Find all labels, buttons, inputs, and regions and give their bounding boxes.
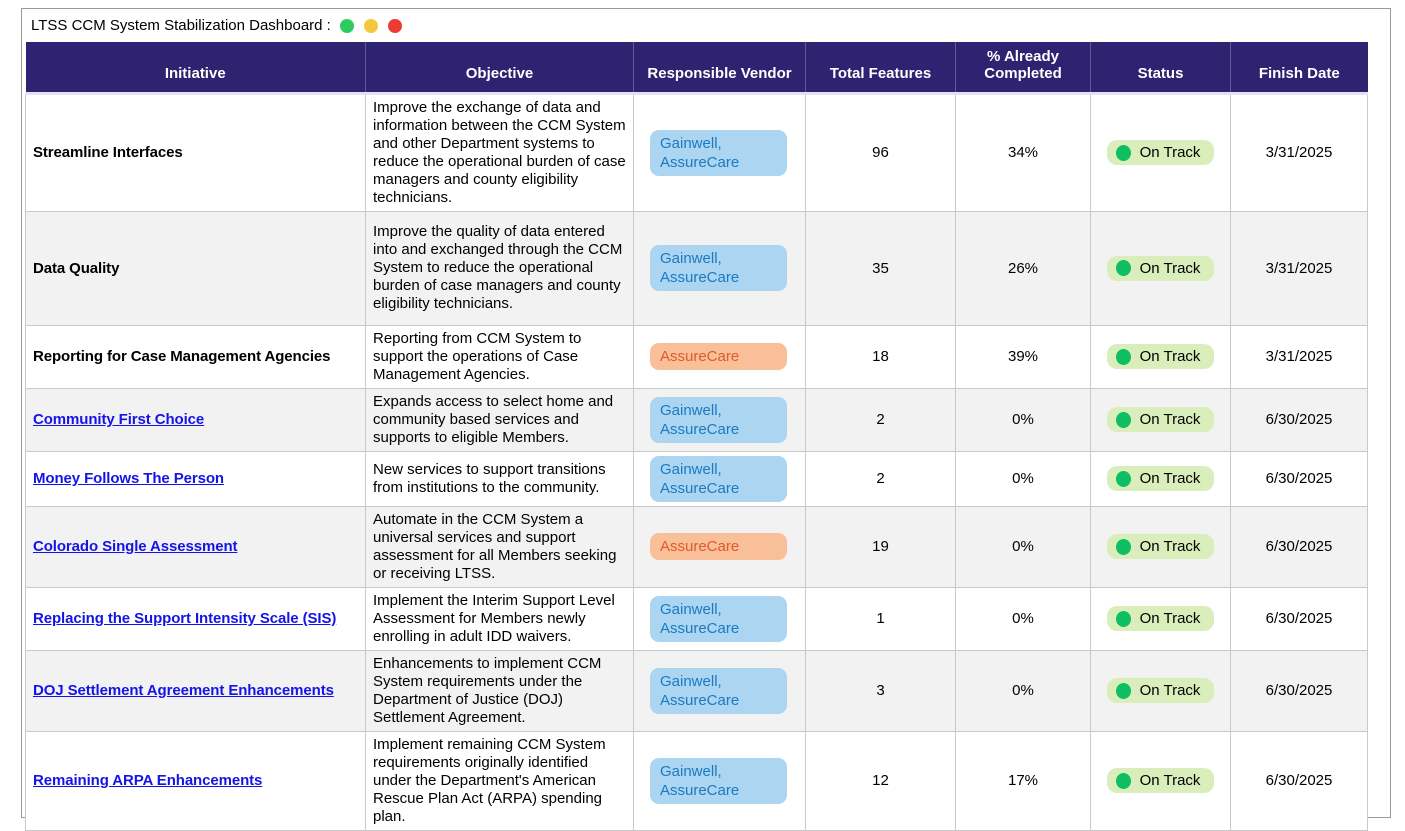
table-row bbox=[26, 506, 1368, 587]
pct-completed-value: 0% bbox=[956, 451, 1091, 506]
initiatives-table bbox=[25, 42, 1368, 831]
title-bar bbox=[22, 9, 1390, 42]
col-header-vendor: Responsible Vendor bbox=[634, 42, 806, 93]
finish-date-value: 6/30/2025 bbox=[1231, 650, 1368, 731]
pct-completed-value: 39% bbox=[956, 325, 1091, 388]
pct-completed-value: 0% bbox=[956, 587, 1091, 650]
total-features-value: 12 bbox=[806, 731, 956, 830]
status-legend bbox=[340, 19, 402, 33]
pct-completed-value: 26% bbox=[956, 211, 1091, 325]
col-header-initiative: Initiative bbox=[26, 42, 366, 93]
finish-date-value: 3/31/2025 bbox=[1231, 325, 1368, 388]
pct-completed-value: 17% bbox=[956, 731, 1091, 830]
finish-date-value: 6/30/2025 bbox=[1231, 388, 1368, 451]
vendor-badge: Gainwell, AssureCare bbox=[650, 596, 787, 642]
finish-date-value: 6/30/2025 bbox=[1231, 451, 1368, 506]
total-features-value: 18 bbox=[806, 325, 956, 388]
initiative-link[interactable]: Colorado Single Assessment bbox=[33, 538, 238, 555]
col-header-pct-completed: % Already Completed bbox=[956, 42, 1091, 93]
dashboard-container bbox=[21, 8, 1391, 825]
objective-text: New services to support transitions from institutions to the community. bbox=[366, 451, 634, 506]
status-badge: On Track bbox=[1107, 606, 1215, 631]
status-dot-icon bbox=[1116, 683, 1131, 699]
status-badge: On Track bbox=[1107, 678, 1215, 703]
objective-text: Implement the Interim Support Level Assessment for Members newly enrolling in adult IDD waivers. bbox=[366, 587, 634, 650]
finish-date-value: 3/31/2025 bbox=[1231, 211, 1368, 325]
status-badge: On Track bbox=[1107, 466, 1215, 491]
finish-date-value: 6/30/2025 bbox=[1231, 731, 1368, 830]
col-header-total-features: Total Features bbox=[806, 42, 956, 93]
table-row bbox=[26, 587, 1368, 650]
total-features-value: 35 bbox=[806, 211, 956, 325]
table-row bbox=[26, 731, 1368, 830]
table-row bbox=[26, 650, 1368, 731]
objective-text: Automate in the CCM System a universal services and support assessment for all Members seeking or receiving LTSS. bbox=[366, 506, 634, 587]
table-row bbox=[26, 211, 1368, 325]
table-header-row bbox=[26, 42, 1368, 93]
status-dot-icon bbox=[1116, 349, 1131, 365]
vendor-badge: Gainwell, AssureCare bbox=[650, 397, 787, 443]
initiative-link[interactable]: Community First Choice bbox=[33, 411, 205, 428]
initiative-link[interactable]: Money Follows The Person bbox=[33, 470, 224, 487]
finish-date-value: 3/31/2025 bbox=[1231, 93, 1368, 211]
objective-text: Expands access to select home and community based services and supports to eligible Members. bbox=[366, 388, 634, 451]
objective-text: Improve the exchange of data and information between the CCM System and other Department systems to reduce the operational burden of case managers and county eligibility technicians. bbox=[366, 93, 634, 211]
total-features-value: 3 bbox=[806, 650, 956, 731]
status-badge: On Track bbox=[1107, 256, 1215, 281]
pct-completed-value: 0% bbox=[956, 506, 1091, 587]
table-row bbox=[26, 388, 1368, 451]
vendor-badge: Gainwell, AssureCare bbox=[650, 758, 787, 804]
total-features-value: 96 bbox=[806, 93, 956, 211]
status-dot-icon bbox=[1116, 145, 1131, 161]
vendor-badge: Gainwell, AssureCare bbox=[650, 456, 787, 502]
pct-completed-value: 0% bbox=[956, 650, 1091, 731]
objective-text: Implement remaining CCM System requirements originally identified under the Department's American Rescue Plan Act (ARPA) spending plan. bbox=[366, 731, 634, 830]
pct-completed-value: 34% bbox=[956, 93, 1091, 211]
table-row bbox=[26, 325, 1368, 388]
initiative-link[interactable]: DOJ Settlement Agreement Enhancements bbox=[33, 682, 334, 699]
initiative-label: Reporting for Case Management Agencies bbox=[33, 348, 331, 365]
col-header-status: Status bbox=[1091, 42, 1231, 93]
pct-completed-value: 0% bbox=[956, 388, 1091, 451]
objective-text: Enhancements to implement CCM System requirements under the Department of Justice (DOJ) Settlement Agreement. bbox=[366, 650, 634, 731]
initiative-link[interactable]: Remaining ARPA Enhancements bbox=[33, 772, 263, 789]
vendor-badge: Gainwell, AssureCare bbox=[650, 668, 787, 714]
objective-text: Reporting from CCM System to support the operations of Case Management Agencies. bbox=[366, 325, 634, 388]
total-features-value: 2 bbox=[806, 388, 956, 451]
status-dot-icon bbox=[1116, 471, 1131, 487]
finish-date-value: 6/30/2025 bbox=[1231, 506, 1368, 587]
initiative-label: Streamline Interfaces bbox=[33, 144, 183, 161]
vendor-badge: Gainwell, AssureCare bbox=[650, 245, 787, 291]
status-dot-icon bbox=[1116, 260, 1131, 276]
initiative-link[interactable]: Replacing the Support Intensity Scale (SIS) bbox=[33, 610, 337, 627]
vendor-badge: AssureCare bbox=[650, 533, 787, 560]
vendor-badge: Gainwell, AssureCare bbox=[650, 130, 787, 176]
table-row bbox=[26, 93, 1368, 211]
finish-date-value: 6/30/2025 bbox=[1231, 587, 1368, 650]
status-badge: On Track bbox=[1107, 768, 1215, 793]
vendor-badge: AssureCare bbox=[650, 343, 787, 370]
status-dot-icon bbox=[1116, 773, 1131, 789]
red-status-icon bbox=[388, 19, 402, 33]
status-badge: On Track bbox=[1107, 407, 1215, 432]
initiative-label: Data Quality bbox=[33, 259, 120, 277]
total-features-value: 19 bbox=[806, 506, 956, 587]
yellow-status-icon bbox=[364, 19, 378, 33]
status-badge: On Track bbox=[1107, 534, 1215, 559]
green-status-icon bbox=[340, 19, 354, 33]
page-title: LTSS CCM System Stabilization Dashboard : bbox=[31, 17, 331, 34]
objective-text: Improve the quality of data entered into and exchanged through the CCM System to reduce the operational burden of case managers and county eligibility technicians. bbox=[366, 211, 634, 325]
status-badge: On Track bbox=[1107, 344, 1215, 369]
col-header-finish-date: Finish Date bbox=[1231, 42, 1368, 93]
total-features-value: 2 bbox=[806, 451, 956, 506]
status-dot-icon bbox=[1116, 611, 1131, 627]
status-dot-icon bbox=[1116, 539, 1131, 555]
col-header-objective: Objective bbox=[366, 42, 634, 93]
status-badge: On Track bbox=[1107, 140, 1215, 165]
status-dot-icon bbox=[1116, 412, 1131, 428]
table-row bbox=[26, 451, 1368, 506]
total-features-value: 1 bbox=[806, 587, 956, 650]
